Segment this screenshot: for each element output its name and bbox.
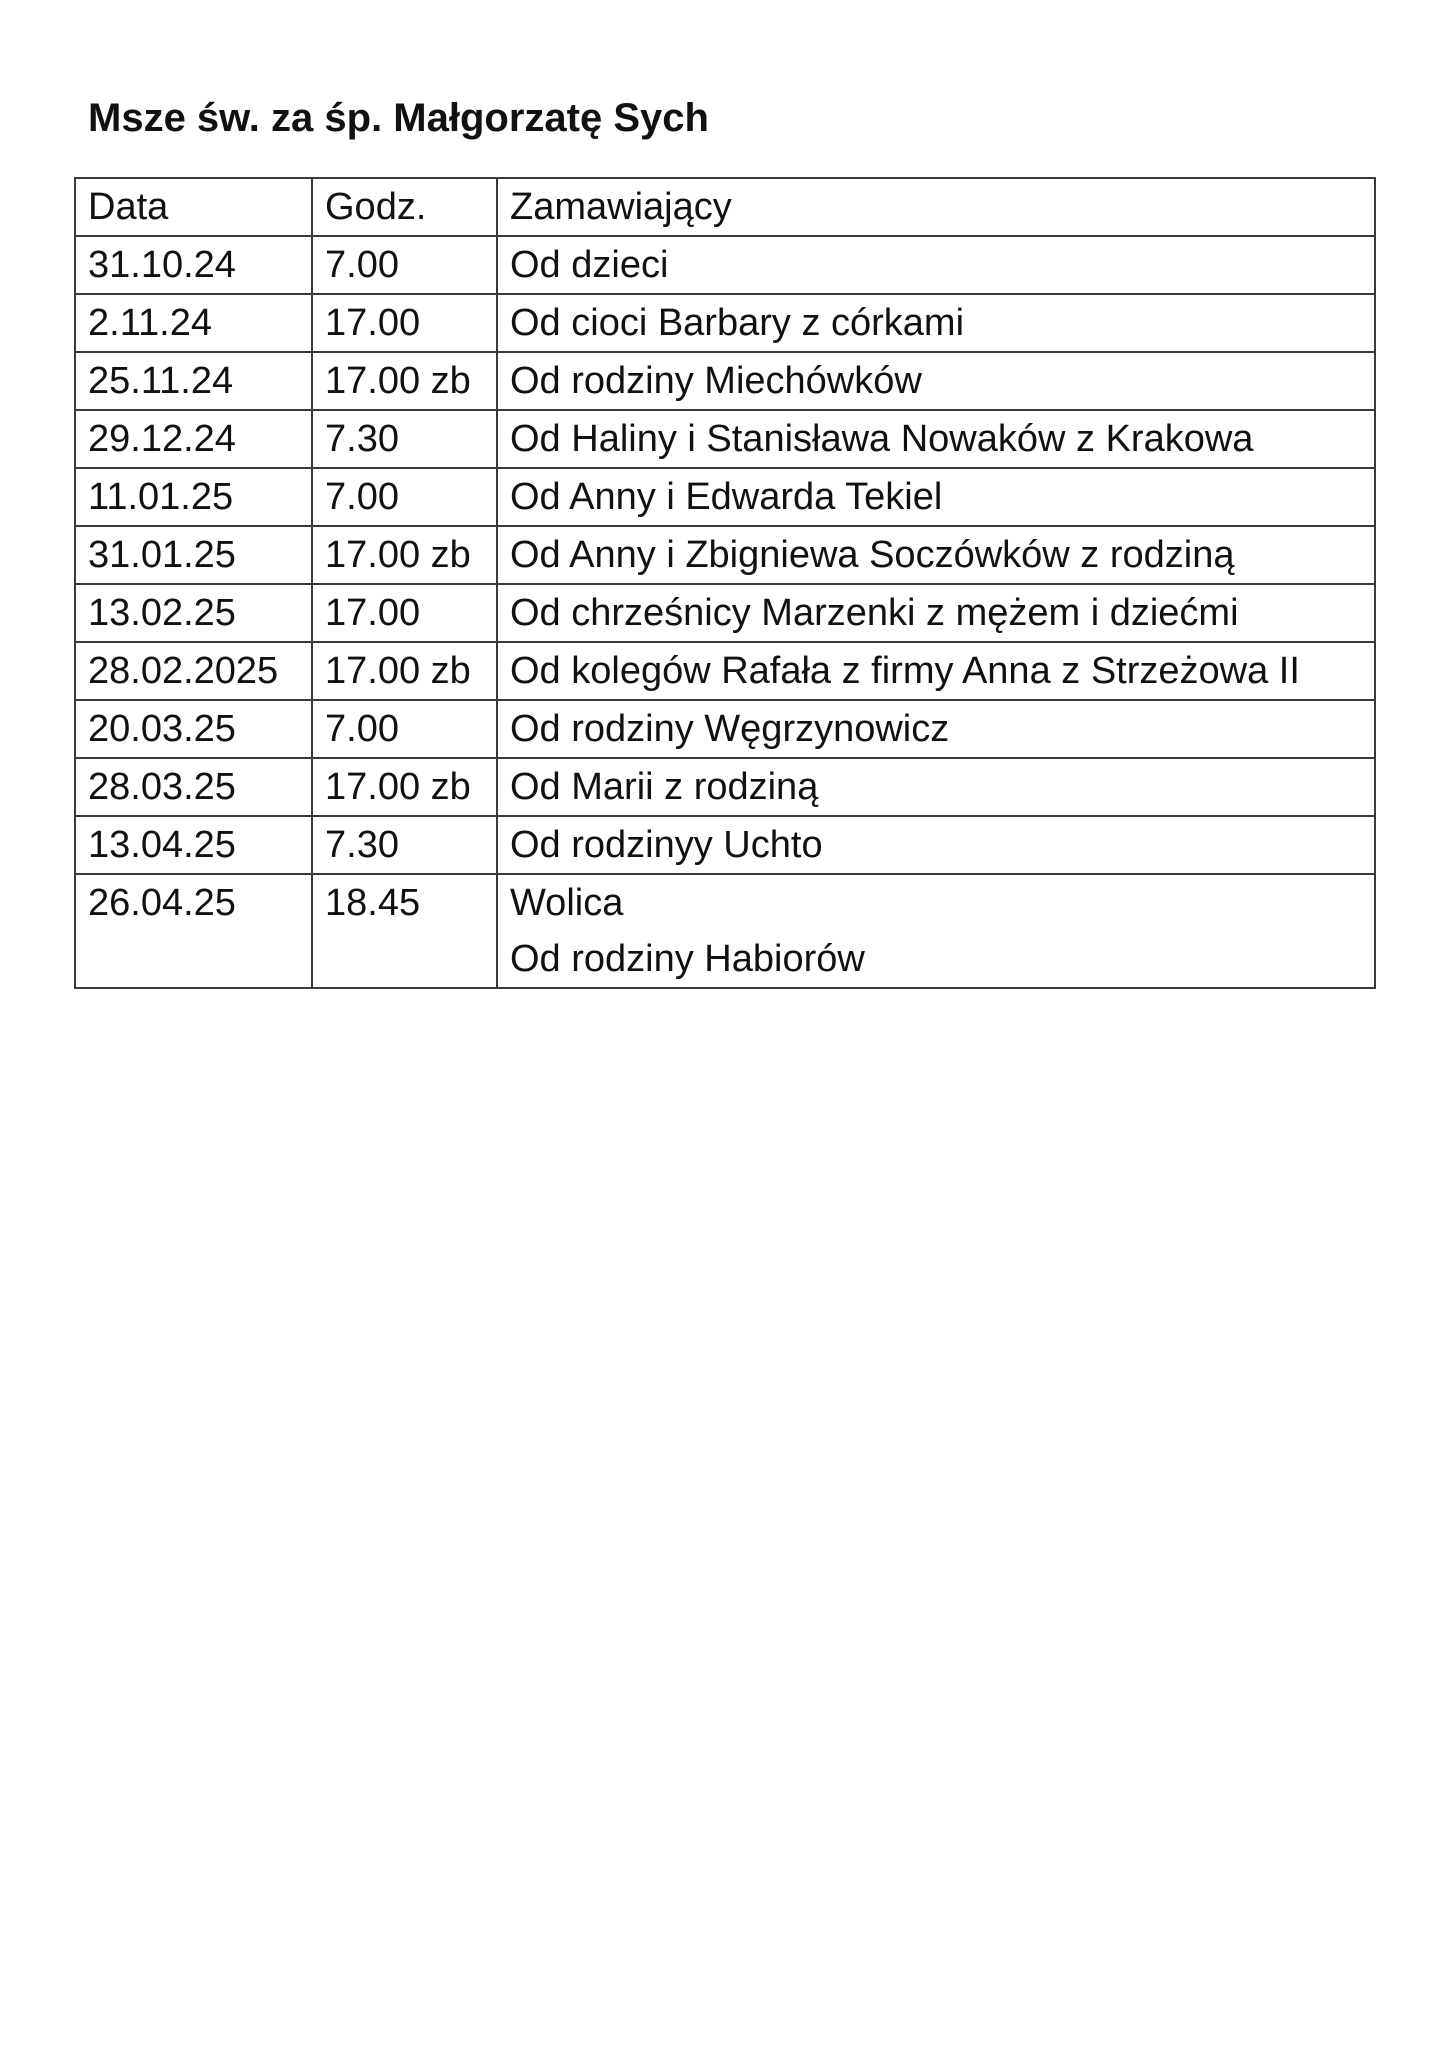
cell-requester: Od rodzinyy Uchto — [497, 816, 1375, 874]
cell-date: 31.10.24 — [75, 236, 312, 294]
cell-date: 25.11.24 — [75, 352, 312, 410]
table-row — [75, 874, 1375, 988]
cell-requester: Od Anny i Zbigniewa Soczówków z rodziną — [497, 526, 1375, 584]
cell-time: 17.00 — [312, 294, 497, 352]
cell-requester: Od cioci Barbary z córkami — [497, 294, 1375, 352]
mass-schedule-table — [74, 177, 1376, 989]
table-row — [75, 468, 1375, 526]
cell-date: 20.03.25 — [75, 700, 312, 758]
cell-requester: Od rodziny Węgrzynowicz — [497, 700, 1375, 758]
header-requester: Zamawiający — [497, 178, 1375, 236]
table-row — [75, 642, 1375, 700]
cell-date: 28.03.25 — [75, 758, 312, 816]
header-time: Godz. — [312, 178, 497, 236]
cell-date: 29.12.24 — [75, 410, 312, 468]
table-row — [75, 294, 1375, 352]
cell-time: 7.00 — [312, 700, 497, 758]
cell-time: 17.00 — [312, 584, 497, 642]
table-row — [75, 584, 1375, 642]
header-date: Data — [75, 178, 312, 236]
cell-date: 11.01.25 — [75, 468, 312, 526]
cell-requester: Od chrześnicy Marzenki z mężem i dziećmi — [497, 584, 1375, 642]
table-row — [75, 352, 1375, 410]
table-row — [75, 816, 1375, 874]
cell-requester — [497, 874, 1375, 988]
cell-time: 7.30 — [312, 410, 497, 468]
cell-requester: Od Anny i Edwarda Tekiel — [497, 468, 1375, 526]
cell-time: 7.00 — [312, 236, 497, 294]
cell-requester: Od kolegów Rafała z firmy Anna z Strzeżowa II — [497, 642, 1375, 700]
cell-requester: Od Marii z rodziną — [497, 758, 1375, 816]
table-row — [75, 526, 1375, 584]
cell-time: 17.00 zb — [312, 642, 497, 700]
requester-line: Wolica — [510, 882, 624, 924]
cell-time: 17.00 zb — [312, 758, 497, 816]
table-header-row — [75, 178, 1375, 236]
cell-date: 26.04.25 — [75, 874, 312, 988]
cell-date: 31.01.25 — [75, 526, 312, 584]
table-row — [75, 758, 1375, 816]
table-row — [75, 236, 1375, 294]
cell-time: 7.00 — [312, 468, 497, 526]
cell-requester: Od rodziny Miechówków — [497, 352, 1375, 410]
requester-line: Od rodziny Habiorów — [510, 938, 865, 980]
cell-time: 17.00 zb — [312, 352, 497, 410]
document-title: Msze św. za śp. Małgorzatę Sych — [88, 96, 709, 140]
cell-requester: Od Haliny i Stanisława Nowaków z Krakowa — [497, 410, 1375, 468]
cell-date: 13.04.25 — [75, 816, 312, 874]
cell-time: 17.00 zb — [312, 526, 497, 584]
table-row — [75, 700, 1375, 758]
cell-date: 13.02.25 — [75, 584, 312, 642]
cell-time: 18.45 — [312, 874, 497, 988]
cell-date: 28.02.2025 — [75, 642, 312, 700]
cell-date: 2.11.24 — [75, 294, 312, 352]
cell-requester: Od dzieci — [497, 236, 1375, 294]
cell-time: 7.30 — [312, 816, 497, 874]
table-row — [75, 410, 1375, 468]
